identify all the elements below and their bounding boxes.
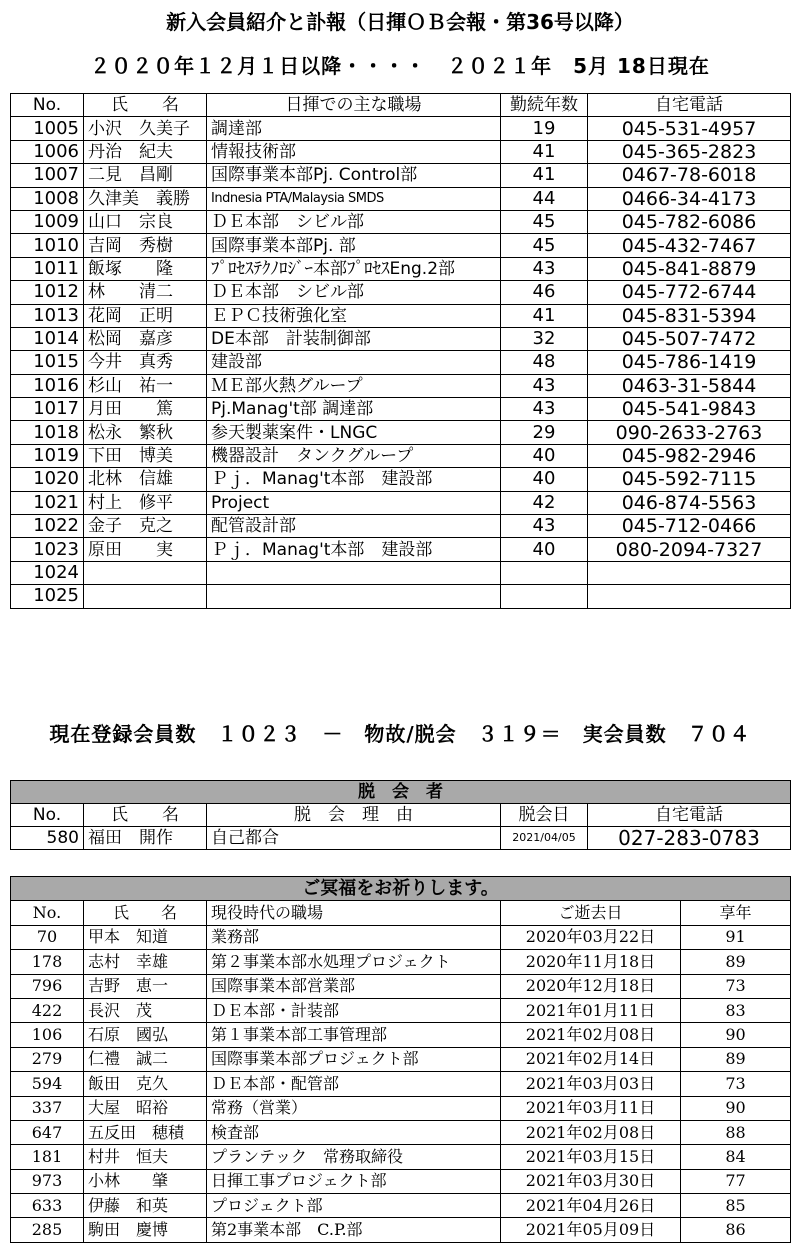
cell-years: 32 [501, 327, 588, 350]
cell-phone: 027-283-0783 [588, 827, 791, 850]
cell-no: 285 [11, 1218, 84, 1242]
cell-name: 小沢 久美子 [84, 117, 207, 140]
table-row [11, 327, 791, 350]
cell-workplace: 国際事業本部Pj. 部 [207, 234, 501, 257]
cell-name: 村上 修平 [84, 491, 207, 514]
cell-years: 44 [501, 187, 588, 210]
cell-workplace: DE本部 計装制御部 [207, 327, 501, 350]
cell-no: 1016 [11, 374, 84, 397]
cell-workplace: ＤＥ本部 シビル部 [207, 281, 501, 304]
cell-name: 志村 幸雄 [84, 950, 207, 974]
cell-workplace: 日揮工事プロジェクト部 [207, 1169, 501, 1193]
cell-phone: 045-782-6086 [588, 210, 791, 233]
cell-years: 19 [501, 117, 588, 140]
table-row [11, 1072, 791, 1096]
cell-phone: 045-841-8879 [588, 257, 791, 280]
table-header-row [11, 901, 791, 925]
column-header: 氏 名 [84, 804, 207, 827]
table-row [11, 1194, 791, 1218]
table-row [11, 187, 791, 210]
cell-no: 580 [11, 827, 84, 850]
table-row [11, 998, 791, 1022]
cell-no: 1025 [11, 585, 84, 608]
withdrawn-members-table [10, 780, 791, 850]
cell-age: 73 [681, 974, 791, 998]
cell-age: 90 [681, 1096, 791, 1120]
cell-date: 2021年03月03日 [501, 1072, 681, 1096]
cell-phone: 045-982-2946 [588, 444, 791, 467]
cell-date: 2021年02月08日 [501, 1120, 681, 1144]
cell-phone: 080-2094-7327 [588, 538, 791, 561]
cell-name: 松岡 嘉彦 [84, 327, 207, 350]
table-row [11, 234, 791, 257]
cell-years [501, 585, 588, 608]
cell-no: 1014 [11, 327, 84, 350]
withdrawn-band-title: 脱 会 者 [11, 781, 791, 804]
table-row [11, 538, 791, 561]
cell-workplace: 参天製薬案件・LNGC [207, 421, 501, 444]
cell-no: 1021 [11, 491, 84, 514]
cell-workplace: ＤＥ本部・計装部 [207, 998, 501, 1022]
cell-phone: 090-2633-2763 [588, 421, 791, 444]
table-row [11, 304, 791, 327]
table-row [11, 140, 791, 163]
cell-workplace [207, 585, 501, 608]
cell-years: 43 [501, 257, 588, 280]
cell-age: 85 [681, 1194, 791, 1218]
cell-name: 飯塚 隆 [84, 257, 207, 280]
cell-phone: 045-772-6744 [588, 281, 791, 304]
column-header: 脱 会 理 由 [207, 804, 501, 827]
table-row [11, 398, 791, 421]
cell-years: 43 [501, 398, 588, 421]
cell-name: 原田 実 [84, 538, 207, 561]
cell-phone: 045-507-7472 [588, 327, 791, 350]
cell-no: 1010 [11, 234, 84, 257]
cell-years: 40 [501, 538, 588, 561]
cell-no: 1013 [11, 304, 84, 327]
table-row [11, 974, 791, 998]
cell-name: 甲本 知道 [84, 925, 207, 949]
column-header: No. [11, 901, 84, 925]
cell-no: 1022 [11, 515, 84, 538]
deceased-band-title: ご冥福をお祈りします。 [11, 877, 791, 901]
cell-name: 大屋 昭裕 [84, 1096, 207, 1120]
cell-name: 長沢 茂 [84, 998, 207, 1022]
cell-no: 279 [11, 1047, 84, 1071]
cell-date: 2020年11月18日 [501, 950, 681, 974]
table-row [11, 1145, 791, 1169]
cell-no: 1019 [11, 444, 84, 467]
column-header: 日揮での主な職場 [207, 94, 501, 117]
cell-date: 2021年03月15日 [501, 1145, 681, 1169]
table-row [11, 444, 791, 467]
cell-no: 1024 [11, 561, 84, 584]
cell-years: 29 [501, 421, 588, 444]
table-row [11, 561, 791, 584]
cell-name: 福田 開作 [84, 827, 207, 850]
cell-no: 1020 [11, 468, 84, 491]
cell-workplace: 常務（営業） [207, 1096, 501, 1120]
table-row [11, 281, 791, 304]
cell-no: 647 [11, 1120, 84, 1144]
cell-workplace: Ｐｊ．Manag't本部 建設部 [207, 468, 501, 491]
table-row [11, 164, 791, 187]
cell-name: 北林 信雄 [84, 468, 207, 491]
cell-name: 久津美 義勝 [84, 187, 207, 210]
table-row [11, 351, 791, 374]
table-row [11, 210, 791, 233]
table-row [11, 468, 791, 491]
cell-workplace: 情報技術部 [207, 140, 501, 163]
cell-name: 杉山 祐一 [84, 374, 207, 397]
cell-name: 石原 國弘 [84, 1023, 207, 1047]
table-row [11, 117, 791, 140]
cell-workplace: ＤＥ本部・配管部 [207, 1072, 501, 1096]
cell-no: 796 [11, 974, 84, 998]
cell-workplace: 第2事業本部 C.P.部 [207, 1218, 501, 1242]
cell-name: 小林 肇 [84, 1169, 207, 1193]
cell-name: 今井 真秀 [84, 351, 207, 374]
table-row [11, 1169, 791, 1193]
cell-workplace: 機器設計 タンクグループ [207, 444, 501, 467]
cell-no: 1023 [11, 538, 84, 561]
cell-phone: 045-541-9843 [588, 398, 791, 421]
column-header: 氏 名 [84, 901, 207, 925]
cell-no: 422 [11, 998, 84, 1022]
cell-age: 89 [681, 950, 791, 974]
cell-name: 花岡 正明 [84, 304, 207, 327]
cell-name: 飯田 克久 [84, 1072, 207, 1096]
cell-workplace: Project [207, 491, 501, 514]
cell-years: 43 [501, 515, 588, 538]
column-header: 自宅電話 [588, 804, 791, 827]
cell-workplace: 建設部 [207, 351, 501, 374]
cell-no: 1007 [11, 164, 84, 187]
page-title: 新入会員紹介と訃報（日揮ＯＢ会報・第36号以降） [166, 10, 634, 34]
table-row [11, 515, 791, 538]
cell-years: 46 [501, 281, 588, 304]
cell-date: 2020年03月22日 [501, 925, 681, 949]
cell-years: 45 [501, 234, 588, 257]
member-count-summary: 現在登録会員数 １０２３ － 物故/脱会 ３１９＝ 実会員数 ７０４ [49, 722, 751, 746]
cell-date: 2021年03月11日 [501, 1096, 681, 1120]
cell-no: 1012 [11, 281, 84, 304]
cell-name: 月田 篤 [84, 398, 207, 421]
cell-no: 1008 [11, 187, 84, 210]
cell-workplace: 国際事業本部営業部 [207, 974, 501, 998]
cell-no: 1015 [11, 351, 84, 374]
cell-date: 2021年02月14日 [501, 1047, 681, 1071]
column-header: 氏 名 [84, 94, 207, 117]
cell-no: 106 [11, 1023, 84, 1047]
cell-age: 91 [681, 925, 791, 949]
column-header: ご逝去日 [501, 901, 681, 925]
table-row [11, 374, 791, 397]
cell-reason: 自己都合 [207, 827, 501, 850]
cell-workplace: 調達部 [207, 117, 501, 140]
cell-phone: 045-365-2823 [588, 140, 791, 163]
cell-no: 1017 [11, 398, 84, 421]
cell-phone: 0463-31-5844 [588, 374, 791, 397]
cell-no: 178 [11, 950, 84, 974]
cell-no: 1006 [11, 140, 84, 163]
cell-date: 2020年12月18日 [501, 974, 681, 998]
cell-no: 1018 [11, 421, 84, 444]
cell-workplace: 第１事業本部工事管理部 [207, 1023, 501, 1047]
cell-no: 1011 [11, 257, 84, 280]
cell-years: 41 [501, 304, 588, 327]
cell-date: 2021年04月26日 [501, 1194, 681, 1218]
cell-workplace: Indnesia PTA/Malaysia SMDS [207, 187, 501, 210]
cell-phone [588, 561, 791, 584]
cell-no: 181 [11, 1145, 84, 1169]
cell-phone: 045-531-4957 [588, 117, 791, 140]
cell-age: 77 [681, 1169, 791, 1193]
cell-name: 松永 繁秋 [84, 421, 207, 444]
cell-name: 二見 昌剛 [84, 164, 207, 187]
column-header: 勤続年数 [501, 94, 588, 117]
cell-name [84, 585, 207, 608]
cell-workplace: 検査部 [207, 1120, 501, 1144]
cell-age: 73 [681, 1072, 791, 1096]
cell-date: 2021年01月11日 [501, 998, 681, 1022]
cell-no: 70 [11, 925, 84, 949]
table-row [11, 950, 791, 974]
table-row [11, 421, 791, 444]
table-row [11, 491, 791, 514]
cell-phone: 046-874-5563 [588, 491, 791, 514]
column-header: No. [11, 94, 84, 117]
cell-years: 42 [501, 491, 588, 514]
cell-workplace: 配管設計部 [207, 515, 501, 538]
table-row [11, 925, 791, 949]
cell-date: 2021/04/05 [501, 827, 588, 850]
cell-workplace [207, 561, 501, 584]
cell-age: 88 [681, 1120, 791, 1144]
cell-phone [588, 585, 791, 608]
cell-name: 仁禮 誠二 [84, 1047, 207, 1071]
cell-workplace: Pj.Manag't部 調達部 [207, 398, 501, 421]
cell-years: 40 [501, 468, 588, 491]
cell-date: 2021年05月09日 [501, 1218, 681, 1242]
table-row [11, 1218, 791, 1242]
column-header: 脱会日 [501, 804, 588, 827]
cell-workplace: 国際事業本部Pj. Control部 [207, 164, 501, 187]
cell-years: 40 [501, 444, 588, 467]
new-members-table [10, 93, 791, 609]
cell-age: 90 [681, 1023, 791, 1047]
cell-phone: 045-432-7467 [588, 234, 791, 257]
column-header: 現役時代の職場 [207, 901, 501, 925]
cell-name: 五反田 穂積 [84, 1120, 207, 1144]
cell-date: 2021年03月30日 [501, 1169, 681, 1193]
cell-name: 吉岡 秀樹 [84, 234, 207, 257]
deceased-members-table [10, 876, 791, 1243]
cell-workplace: プロジェクト部 [207, 1194, 501, 1218]
cell-name: 金子 克之 [84, 515, 207, 538]
cell-phone: 0467-78-6018 [588, 164, 791, 187]
table-row [11, 1096, 791, 1120]
cell-name: 駒田 慶博 [84, 1218, 207, 1242]
cell-phone: 045-831-5394 [588, 304, 791, 327]
cell-name: 丹治 紀夫 [84, 140, 207, 163]
cell-workplace: 国際事業本部プロジェクト部 [207, 1047, 501, 1071]
table-row [11, 257, 791, 280]
column-header: No. [11, 804, 84, 827]
table-row [11, 1023, 791, 1047]
cell-no: 973 [11, 1169, 84, 1193]
cell-date: 2021年02月08日 [501, 1023, 681, 1047]
cell-age: 86 [681, 1218, 791, 1242]
cell-years: 41 [501, 164, 588, 187]
cell-no: 1005 [11, 117, 84, 140]
table-row [11, 827, 791, 850]
cell-years: 45 [501, 210, 588, 233]
cell-name: 下田 博美 [84, 444, 207, 467]
cell-name: 伊藤 和英 [84, 1194, 207, 1218]
cell-name: 山口 宗良 [84, 210, 207, 233]
cell-workplace: ﾌﾟﾛｾｽﾃｸﾉﾛｼﾞｰ本部ﾌﾟﾛｾｽEng.2部 [207, 257, 501, 280]
cell-years: 41 [501, 140, 588, 163]
cell-workplace: ＤＥ本部 シビル部 [207, 210, 501, 233]
cell-workplace: Ｐｊ．Manag't本部 建設部 [207, 538, 501, 561]
cell-name: 吉野 恵一 [84, 974, 207, 998]
cell-name: 村井 恒夫 [84, 1145, 207, 1169]
cell-years [501, 561, 588, 584]
table-header-row [11, 94, 791, 117]
cell-years: 48 [501, 351, 588, 374]
cell-no: 337 [11, 1096, 84, 1120]
cell-no: 594 [11, 1072, 84, 1096]
cell-age: 84 [681, 1145, 791, 1169]
cell-workplace: ＥＰＣ技術強化室 [207, 304, 501, 327]
table-row [11, 1120, 791, 1144]
cell-workplace: 第２事業本部水処理プロジェクト [207, 950, 501, 974]
cell-workplace: プランテック 常務取締役 [207, 1145, 501, 1169]
cell-workplace: 業務部 [207, 925, 501, 949]
column-header: 自宅電話 [588, 94, 791, 117]
cell-age: 83 [681, 998, 791, 1022]
cell-phone: 045-712-0466 [588, 515, 791, 538]
report-period: ２０２０年１２月１日以降・・・・ ２０２１年 5月 18日現在 [90, 54, 710, 78]
table-row [11, 585, 791, 608]
cell-years: 43 [501, 374, 588, 397]
cell-phone: 045-592-7115 [588, 468, 791, 491]
table-row [11, 1047, 791, 1071]
table-header-row [11, 804, 791, 827]
cell-name: 林 清二 [84, 281, 207, 304]
cell-workplace: ＭＥ部火熱グループ [207, 374, 501, 397]
cell-no: 633 [11, 1194, 84, 1218]
column-header: 享年 [681, 901, 791, 925]
cell-age: 89 [681, 1047, 791, 1071]
cell-no: 1009 [11, 210, 84, 233]
cell-phone: 045-786-1419 [588, 351, 791, 374]
cell-name [84, 561, 207, 584]
cell-phone: 0466-34-4173 [588, 187, 791, 210]
